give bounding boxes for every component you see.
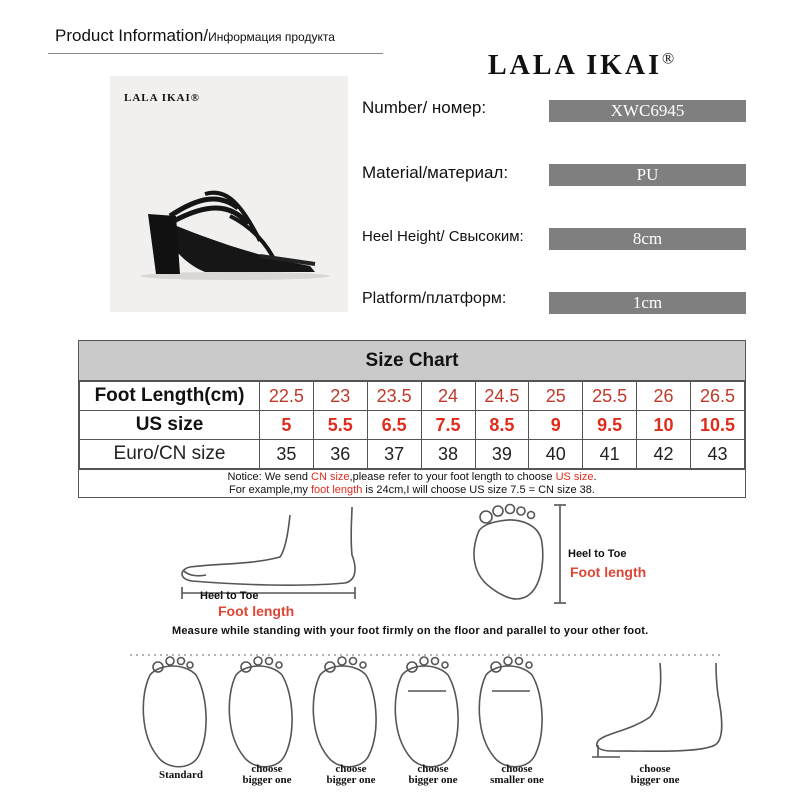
choice-line: choose bbox=[335, 763, 367, 775]
page-header-title bbox=[55, 26, 335, 46]
choice-label-5 bbox=[472, 764, 562, 786]
photo-brand-mark: LALA IKAI® bbox=[124, 92, 200, 104]
size-notice bbox=[79, 469, 745, 497]
notice-text: ,please refer to your foot length to choose bbox=[349, 471, 556, 483]
table-cell: 26 bbox=[637, 382, 691, 411]
table-cell: 24 bbox=[421, 382, 475, 411]
table-cell: 36 bbox=[313, 440, 367, 469]
brand-name: LALA IKAI bbox=[488, 50, 663, 81]
notice-line-1 bbox=[79, 471, 745, 484]
row-header-us-size: US size bbox=[80, 411, 260, 440]
header-title-en: Product Information/ bbox=[55, 26, 209, 45]
foot-shape-5 bbox=[479, 657, 542, 767]
spec-heel-height-label: Heel Height/ Свысоким: bbox=[362, 228, 524, 245]
table-cell: 5.5 bbox=[313, 411, 367, 440]
table-cell: 10.5 bbox=[691, 411, 745, 440]
table-cell: 9.5 bbox=[583, 411, 637, 440]
table-cell: 22.5 bbox=[260, 382, 314, 411]
table-cell: 9 bbox=[529, 411, 583, 440]
notice-highlight-cn-size: CN size bbox=[311, 471, 350, 483]
choice-line: smaller one bbox=[490, 774, 544, 786]
choice-line: choose bbox=[251, 763, 283, 775]
foot-shape-4 bbox=[395, 657, 458, 767]
measure-instruction: Measure while standing with your foot firmly on the floor and parallel to your other foot. bbox=[172, 625, 649, 637]
choice-line: bigger one bbox=[408, 774, 458, 786]
header-underline bbox=[48, 53, 383, 54]
size-table bbox=[79, 381, 745, 469]
foot-length-label-right: Foot length bbox=[570, 564, 647, 580]
foot-shape-standard bbox=[143, 657, 206, 767]
spec-platform-value: 1cm bbox=[549, 292, 746, 314]
table-cell: 37 bbox=[367, 440, 421, 469]
choice-line: choose bbox=[639, 763, 671, 775]
table-cell: 25 bbox=[529, 382, 583, 411]
choice-label-4 bbox=[388, 764, 478, 786]
table-row-foot-length bbox=[80, 382, 745, 411]
table-cell: 43 bbox=[691, 440, 745, 469]
notice-text: . bbox=[593, 471, 597, 483]
table-cell: 39 bbox=[475, 440, 529, 469]
brand-registered-mark: ® bbox=[662, 50, 675, 68]
side-foot-outline bbox=[182, 507, 355, 585]
table-row-us-size bbox=[80, 411, 745, 440]
row-header-foot-length: Foot Length(cm) bbox=[80, 382, 260, 411]
foot-length-label-left: Foot length bbox=[218, 603, 295, 619]
notice-text: is 24cm,I will choose US size 7.5 = CN size 38. bbox=[362, 484, 595, 496]
row-header-euro-size: Euro/CN size bbox=[80, 440, 260, 469]
table-cell: 38 bbox=[421, 440, 475, 469]
spec-heel-height-value: 8cm bbox=[549, 228, 746, 250]
table-cell: 7.5 bbox=[421, 411, 475, 440]
heel-to-toe-label-left: Heel to Toe bbox=[200, 590, 259, 602]
sandal-illustration bbox=[110, 76, 348, 312]
size-chart-title: Size Chart bbox=[79, 341, 745, 381]
choice-line: bigger one bbox=[242, 774, 292, 786]
notice-text: Notice: We send bbox=[227, 471, 311, 483]
table-cell: 40 bbox=[529, 440, 583, 469]
foot-shape-2 bbox=[229, 657, 292, 767]
choice-line: choose bbox=[417, 763, 449, 775]
choice-line: bigger one bbox=[326, 774, 376, 786]
choice-line: choose bbox=[501, 763, 533, 775]
spec-platform-label: Platform/платформ: bbox=[362, 290, 507, 307]
notice-highlight-us-size: US size bbox=[555, 471, 594, 483]
table-cell: 8.5 bbox=[475, 411, 529, 440]
brand-logo bbox=[488, 50, 674, 82]
footprint-outline bbox=[474, 520, 543, 599]
choice-label-6 bbox=[610, 764, 700, 786]
notice-text: For example,my bbox=[229, 484, 311, 496]
choice-line: Standard bbox=[158, 769, 204, 781]
spec-material-label: Material/материал: bbox=[362, 163, 509, 182]
table-cell: 25.5 bbox=[583, 382, 637, 411]
foot-shape-side bbox=[592, 663, 722, 757]
choice-label-standard bbox=[136, 764, 226, 781]
foot-shape-3 bbox=[313, 657, 376, 767]
table-cell: 24.5 bbox=[475, 382, 529, 411]
spec-number-value: XWC6945 bbox=[549, 100, 746, 122]
choice-line: bigger one bbox=[630, 774, 680, 786]
notice-highlight-foot-length: foot length bbox=[310, 484, 363, 496]
table-cell: 41 bbox=[583, 440, 637, 469]
size-chart bbox=[78, 340, 746, 498]
heel-to-toe-label-right: Heel to Toe bbox=[568, 548, 627, 560]
choice-label-2 bbox=[222, 764, 312, 786]
table-cell: 23.5 bbox=[367, 382, 421, 411]
table-cell: 6.5 bbox=[367, 411, 421, 440]
table-cell: 5 bbox=[260, 411, 314, 440]
table-cell: 42 bbox=[637, 440, 691, 469]
table-row-euro-size bbox=[80, 440, 745, 469]
spec-number-label: Number/ номер: bbox=[362, 98, 487, 117]
table-cell: 26.5 bbox=[691, 382, 745, 411]
choice-label-3 bbox=[306, 764, 396, 786]
product-photo bbox=[110, 76, 348, 312]
table-cell: 35 bbox=[260, 440, 314, 469]
table-cell: 10 bbox=[637, 411, 691, 440]
measurement-guide-illustration bbox=[0, 495, 800, 800]
table-cell: 23 bbox=[313, 382, 367, 411]
header-title-ru: Информация продукта bbox=[208, 30, 335, 44]
spec-material-value: PU bbox=[549, 164, 746, 186]
